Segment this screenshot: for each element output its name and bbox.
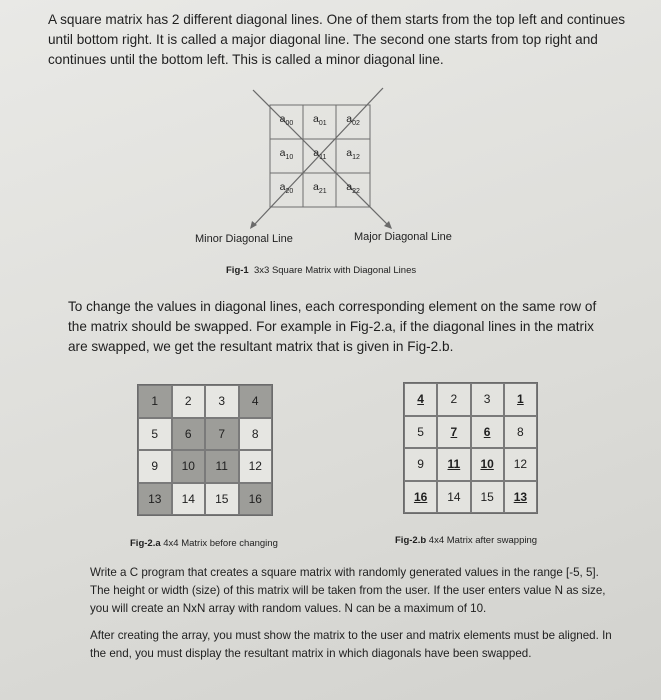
output-paragraph: After creating the array, you must show the matrix to the user and matrix elements must be aligned. In the end, you must display the resultant matrix in which diagonals have been swapped. (90, 629, 612, 660)
fig2b-cell: 9 (404, 448, 437, 481)
fig2a-cell: 9 (138, 450, 172, 483)
fig2b-cell: 5 (404, 416, 437, 449)
fig1-cell: $a_{12}$ (346, 147, 360, 162)
fig2a-cell: 13 (138, 483, 172, 516)
fig2b-cell: 1 (504, 383, 537, 416)
fig2a-cell: 2 (172, 385, 206, 418)
fig2b-cell: 7 (437, 416, 470, 449)
fig2b-cell: 11 (437, 448, 470, 481)
task-paragraph: Write a C program that creates a square matrix with randomly generated values in the range [-5, 5]. The height or width (size) of this matrix will be taken from the user. If the user enters value N as size, you will create an NxN array with random values. N can be a maximum of 10. (90, 566, 606, 615)
fig2b-cell: 8 (504, 416, 537, 449)
fig1-cell: $a_{20}$ (279, 181, 294, 196)
swap-paragraph: To change the values in diagonal lines, each corresponding element on the same row of the matrix should be swapped. For example in Fig-2.a, if the diagonal lines in the matrix are swapped, we get the resultant matrix that is given in Fig-2.b. (68, 299, 597, 354)
major-diagonal-label: Major Diagonal Line (354, 231, 452, 243)
fig2a-cell: 7 (205, 418, 239, 451)
fig1-cell: $a_{10}$ (279, 147, 294, 162)
fig2b-caption: Fig-2.b 4x4 Matrix after swapping (395, 535, 538, 546)
fig1-cell: $a_{00}$ (279, 113, 294, 128)
fig2a-cell: 1 (138, 385, 172, 418)
fig2a-cell: 16 (239, 483, 273, 516)
fig2a-cell: 4 (239, 385, 273, 418)
fig2b-cell: 16 (404, 481, 437, 514)
fig2a-cell: 15 (205, 483, 239, 516)
fig2a-cell: 6 (172, 418, 206, 451)
fig2b-cell: 6 (471, 416, 504, 449)
fig1-cell: $a_{11}$ (313, 147, 327, 162)
fig2b-cell: 2 (437, 383, 470, 416)
fig2a-cell: 5 (138, 418, 172, 451)
fig2b-cell: 14 (437, 481, 470, 514)
fig2b-matrix (403, 382, 538, 514)
fig1-cell: $a_{22}$ (346, 181, 360, 196)
fig2a-cell: 14 (172, 483, 206, 516)
fig2b-cell: 13 (504, 481, 537, 514)
fig2a-cell: 8 (239, 418, 273, 451)
fig2a-matrix (137, 384, 273, 516)
minor-diagonal-label: Minor Diagonal Line (195, 233, 293, 245)
fig1-cell: $a_{01}$ (312, 113, 327, 128)
fig2b-cell: 15 (471, 481, 504, 514)
fig2a-cell: 10 (172, 450, 206, 483)
fig1-caption: Fig-1 3x3 Square Matrix with Diagonal Lines (226, 265, 417, 276)
fig2a-cell: 12 (239, 450, 273, 483)
fig2a-caption: Fig-2.a 4x4 Matrix before changing (130, 538, 278, 549)
intro-paragraph: A square matrix has 2 different diagonal lines. One of them starts from the top left and continues until bottom right. It is called a major diagonal line. The second one starts from top right and continues until the bottom left. This is called a minor diagonal line. (48, 12, 626, 67)
fig2b-cell: 12 (504, 448, 537, 481)
fig2a-cell: 11 (205, 450, 239, 483)
fig2a-cell: 3 (205, 385, 239, 418)
fig2b-cell: 4 (404, 383, 437, 416)
fig2b-cell: 3 (471, 383, 504, 416)
fig1-cell: $a_{02}$ (346, 113, 360, 128)
fig2b-cell: 10 (471, 448, 504, 481)
fig1-cell: $a_{21}$ (312, 181, 327, 196)
